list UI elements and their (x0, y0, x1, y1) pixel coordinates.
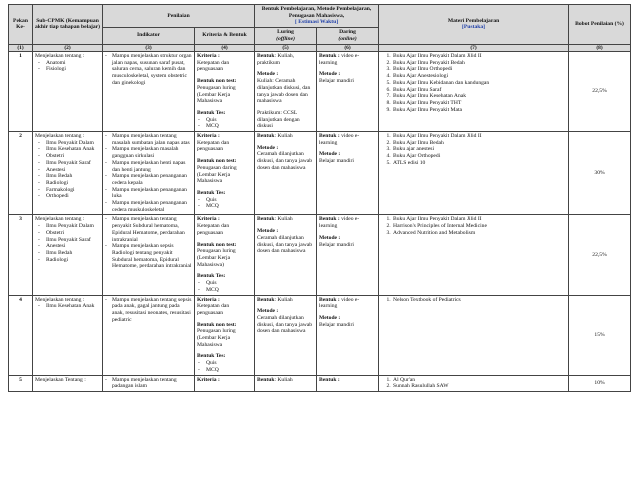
test-list (197, 360, 252, 373)
week-cell: 3 (9, 215, 33, 295)
materi-item: 9. Buku Ajar Ilmu Penyakit Mata (392, 107, 566, 114)
col-number: (6) (317, 44, 379, 51)
daring-bentuk (319, 133, 376, 146)
luring-metode (257, 71, 314, 105)
kriteria-text: Ketepatan dan penguasaan (197, 59, 230, 73)
kriteria-label: Kriteria : (197, 133, 220, 140)
indikator-item: - Mampu menjelaskan masalah gangguan sirkulasi (105, 146, 192, 159)
test-label: Bentuk Tes: (197, 273, 226, 280)
subcpmk-cell (33, 295, 103, 375)
luring-bentuk (257, 297, 314, 304)
indikator-item: - Mampu menjelaskan tentang padangan islam (105, 377, 192, 390)
header-subcpmk: Sub-CPMK (Kemampuan akhir tiap tahapan belajar) (33, 5, 103, 45)
kriteria-block (197, 133, 252, 153)
kriteria-label: Kriteria : (197, 296, 220, 303)
nontest-label: Bentuk non test: (197, 158, 237, 165)
header-pustaka: [Pustaka] (462, 24, 486, 31)
nontest-text: Penugasan daring (Lembar Kerja Mahasiswa (197, 164, 237, 185)
daring-metode-label: Metode : (319, 314, 341, 321)
header-bentuk-text: Bentuk Pembelajaran, Metode Pembelajaran, Penugasan Mahasiswa, (261, 6, 372, 19)
subcpmk-item: - Radiologi (35, 257, 100, 264)
materi-item: 5. ATLS edisi 10 (392, 160, 566, 167)
materi-cell (379, 295, 569, 375)
daring-bentuk-label: Bentuk : (319, 133, 340, 140)
indikator-item: - Mampu menjelaskan penanganan luka (105, 187, 192, 200)
materi-item: 1. Nelson Textbook of Pediatrics (392, 297, 566, 304)
header-week: Pekan Ke- (9, 5, 33, 45)
bobot-cell: 22,5% (569, 52, 631, 132)
kriteria-block (197, 297, 252, 317)
col-number: (4) (195, 44, 255, 51)
nontest-text: Penugasan luring (Lembar Kerja Mahasiswa) (197, 248, 236, 268)
luring-cell (255, 52, 317, 132)
test-item: - MCQ (197, 203, 252, 210)
subcpmk-item: - Radiologi (35, 180, 100, 187)
daring-cell (317, 295, 379, 375)
col-number: (2) (33, 44, 103, 51)
materi-item: 1. Buku Ajar Ilmu Penyakit Dalam Jilid II (392, 216, 566, 223)
materi-item: 1. Al Qur'an (392, 377, 566, 384)
materi-item: 4. Buku Ajar Orthopedi (392, 153, 566, 160)
luring-metode-label: Metode : (257, 228, 279, 235)
col-number: (8) (569, 44, 631, 51)
indikator-cell (103, 132, 195, 215)
luring-metode-text: Ceramah dilanjutkan diskusi, dan tanya jawab dosen dan mahasiswa (257, 234, 313, 255)
subcpmk-lead: Menjelaskan tentang : (35, 296, 85, 303)
materi-item: 4. Buku Ajar Anestesiologi (392, 73, 566, 80)
daring-bentuk-text: video e-learning (319, 216, 360, 230)
test-block (197, 273, 252, 293)
nontest-block (197, 158, 252, 185)
subcpmk-cell (33, 52, 103, 132)
daring-metode-text: Belajar mandiri (319, 241, 354, 248)
test-item: - MCQ (197, 367, 252, 374)
daring-metode-text: Belajar mandiri (319, 321, 354, 328)
subcpmk-item: - Farmakologi (35, 187, 100, 194)
indikator-list (105, 133, 192, 213)
luring-extra: Praktikum: CCSL dilanjutkan dengan diskusi (257, 109, 300, 130)
header-daring-sub: (online) (338, 35, 357, 42)
luring-bentuk-label: Bentuk (257, 296, 275, 303)
header-kriteria: Kriteria & Bentuk (195, 28, 255, 44)
kriteria-cell (195, 295, 255, 375)
test-label: Bentuk Tes: (197, 189, 226, 196)
subcpmk-item: - Obstetri (35, 230, 100, 237)
subcpmk-item: - Ilmu Bedah (35, 250, 100, 257)
table-row (9, 52, 631, 132)
kriteria-block (197, 53, 252, 73)
luring-bentuk-label: Bentuk (257, 133, 275, 140)
materi-item: 3. Advanced Nutrition and Metabolism (392, 230, 566, 237)
kriteria-block (197, 216, 252, 236)
daring-bentuk-text: video e-learning (319, 53, 360, 66)
col-number: (7) (379, 44, 569, 51)
indikator-item: - Mampu menjelaskan penanganan cedera kepala (105, 173, 192, 186)
subcpmk-item: - Anatomi (35, 60, 100, 67)
indikator-cell (103, 215, 195, 295)
header-penilaian: Penilaian (103, 5, 255, 28)
indikator-list (105, 53, 192, 87)
subcpmk-cell (33, 215, 103, 295)
indikator-cell (103, 52, 195, 132)
luring-bentuk-label: Bentuk (257, 216, 275, 223)
bobot-cell: 30% (569, 132, 631, 215)
materi-item: 2. Harrison's Principles of Internal Medicine (392, 223, 566, 230)
luring-metode-text: Ceramah dilanjutkan diskusi, dan tanya jawab dosen dan mahasiswa (257, 314, 313, 335)
materi-cell (379, 215, 569, 295)
bobot-cell: 22,5% (569, 215, 631, 295)
luring-metode-label: Metode : (257, 71, 279, 78)
subcpmk-item: - Ilmu Penyakit Dalam (35, 223, 100, 230)
daring-metode (319, 235, 376, 248)
indikator-cell (103, 375, 195, 391)
daring-cell (317, 215, 379, 295)
header-luring (255, 28, 317, 44)
daring-bentuk-label: Bentuk : (319, 296, 340, 303)
materi-cell (379, 375, 569, 391)
subcpmk-lead: Menjelaskan tentang : (35, 216, 85, 223)
test-label: Bentuk Tes: (197, 353, 226, 360)
daring-bentuk (319, 297, 376, 310)
nontest-label: Bentuk non test: (197, 321, 237, 328)
header-luring-sub: (offline) (276, 35, 295, 42)
luring-bentuk (257, 133, 314, 140)
subcpmk-item: - Ilmu Penyakit Saraf (35, 160, 100, 167)
week-cell: 5 (9, 375, 33, 391)
test-label: Bentuk Tes: (197, 109, 226, 116)
col-number: (5) (255, 44, 317, 51)
test-list (197, 117, 252, 130)
luring-cell (255, 375, 317, 391)
luring-bentuk (257, 377, 314, 384)
test-block (197, 353, 252, 373)
header-materi (379, 5, 569, 45)
materi-item: 3. Buku ajar anestesi (392, 146, 566, 153)
nontest-block (197, 242, 252, 269)
subcpmk-item: - Fisiologi (35, 66, 100, 73)
luring-bentuk (257, 216, 314, 223)
subcpmk-item: - Anestesi (35, 243, 100, 250)
table-header (9, 5, 631, 52)
daring-metode (319, 315, 376, 328)
kriteria-label: Kriteria : (197, 216, 220, 223)
indikator-item: - Mampu menjelaskan tentang sepsis pada anak, gagal jantung pada anak, resusitasi neonates, resusitasi pediatric (105, 297, 192, 324)
subcpmk-cell (33, 375, 103, 391)
indikator-item: - Mampu menjelaskan struktur organ jalan napas, susunan saraf pusat, saluran cerna, saluran kemih dan musculoskeletal, system obstetric dan ginekologi (105, 53, 192, 87)
indikator-cell (103, 295, 195, 375)
week-cell: 2 (9, 132, 33, 215)
indikator-item: - Mampu menjelaskan tentang masalah sumbatan jalan napas atas (105, 133, 192, 146)
kriteria-block (197, 377, 252, 384)
header-daring (317, 28, 379, 44)
subcpmk-item: - Ilmu Kesehatan Anak (35, 146, 100, 153)
subcpmk-list (35, 303, 100, 310)
subcpmk-list (35, 140, 100, 200)
subcpmk-item: - Ilmu Bedah (35, 173, 100, 180)
materi-item: 2. Sunnah Rasulullah SAW (392, 383, 566, 390)
materi-list (381, 133, 566, 167)
luring-bentuk-text: : Kuliah (274, 376, 293, 383)
nontest-block (197, 322, 252, 349)
bobot-cell: 15% (569, 295, 631, 375)
indikator-item: - Mampu menjelaskan tentang penyakit Subdural hematoma, Epidural Hematome, perdarahan intrakranial (105, 216, 192, 243)
materi-cell (379, 52, 569, 132)
daring-bentuk (319, 377, 376, 384)
indikator-item: - Mampu menjelaskan penanganan cedera muskuloskeletal (105, 200, 192, 213)
materi-cell (379, 132, 569, 215)
test-item: - MCQ (197, 123, 252, 130)
materi-item: 8. Buku Ajar Ilmu Penyakit THT (392, 100, 566, 107)
nontest-text: Penugasan luring (Lembar Kerja Mahasiswa (197, 328, 236, 348)
luring-metode-label: Metode : (257, 144, 279, 151)
materi-list (381, 53, 566, 113)
test-item: - Quis (197, 197, 252, 204)
luring-bentuk-text: : Kuliah (274, 296, 293, 303)
luring-metode (257, 228, 314, 255)
test-item: - MCQ (197, 287, 252, 294)
luring-bentuk-text: : Kuliah (274, 216, 293, 223)
luring-metode (257, 145, 314, 172)
luring-metode (257, 308, 314, 335)
materi-item: 2. Buku Ajar Ilmu Penyakit Bedah (392, 60, 566, 67)
luring-metode-label: Metode : (257, 308, 279, 315)
kriteria-text: Ketepatan dan penguasaan (197, 139, 230, 153)
nontest-label: Bentuk non test: (197, 241, 237, 248)
daring-cell (317, 375, 379, 391)
header-bentuk (255, 5, 379, 28)
header-materi-text: Materi Pembelajaran (447, 17, 500, 24)
kriteria-label: Kriteria : (197, 376, 220, 383)
test-list (197, 197, 252, 210)
daring-bentuk (319, 53, 376, 66)
indikator-list (105, 377, 192, 390)
test-item: - Quis (197, 117, 252, 124)
luring-bentuk-label: Bentuk (257, 53, 275, 59)
subcpmk-item: - Orthopedi (35, 193, 100, 200)
kriteria-cell (195, 215, 255, 295)
kriteria-label: Kriteria : (197, 53, 220, 59)
test-list (197, 280, 252, 293)
header-estimasi: [ Estimasi Waktu] (294, 19, 339, 26)
daring-metode-label: Metode : (319, 234, 341, 241)
luring-cell (255, 215, 317, 295)
header-indikator: Indikator (103, 28, 195, 44)
test-item: - Quis (197, 280, 252, 287)
table-row (9, 132, 631, 215)
week-cell: 4 (9, 295, 33, 375)
daring-bentuk (319, 216, 376, 229)
daring-metode-text: Belajar mandiri (319, 78, 354, 85)
subcpmk-list (35, 223, 100, 263)
indikator-item: - Mampu menjelaskan henti napas dan henti jantung (105, 160, 192, 173)
materi-list (381, 297, 566, 304)
luring-bentuk-text: : Kuliah (274, 133, 293, 140)
indikator-item: - Mampu menjelaskan sepsis Radiologi tentang penyakit Subdural hematoma, Epidural Hematome, perdarahan intrakranial (105, 243, 192, 270)
week-cell: 1 (9, 52, 33, 132)
luring-cell (255, 132, 317, 215)
luring-bentuk-label: Bentuk (257, 376, 275, 383)
rps-page (8, 4, 630, 392)
luring-bentuk-text: : Kuliah, praktikum (257, 53, 295, 66)
materi-item: 2. Buku Ajar Ilmu Bedah (392, 140, 566, 147)
indikator-list (105, 297, 192, 324)
subcpmk-lead: Menjelaskan Tentang : (35, 376, 86, 383)
kriteria-cell (195, 375, 255, 391)
test-item: - Quis (197, 360, 252, 367)
subcpmk-item: - Ilmu Kesehatan Anak (35, 303, 100, 310)
col-number: (1) (9, 44, 33, 51)
daring-metode (319, 71, 376, 84)
materi-list (381, 216, 566, 236)
subcpmk-cell (33, 132, 103, 215)
kriteria-text: Ketepatan dan penguasaan (197, 303, 230, 316)
table-row (9, 375, 631, 391)
daring-bentuk-label: Bentuk : (319, 216, 340, 223)
materi-item: 3. Buku Ajar Ilmu Orthopedi (392, 66, 566, 73)
materi-item: 7. Buku Ajar Ilmu Kesehatan Anak (392, 93, 566, 100)
test-block (197, 190, 252, 210)
nontest-block (197, 78, 252, 105)
luring-metode-text: Kuliah: Ceramah dilanjutkan diskusi, dan tanya jawab dosen dan mahasiswa (257, 78, 311, 105)
materi-item: 5. Buku Ajar Ilmu Kebidanan dan kandungan (392, 80, 566, 87)
materi-list (381, 377, 566, 390)
subcpmk-lead: Menjelaskan tentang : (35, 133, 85, 140)
daring-bentuk-label: Bentuk : (319, 53, 340, 59)
kriteria-text: Ketepatan dan penguasaan (197, 223, 230, 236)
subcpmk-item: - Obstetri (35, 153, 100, 160)
table-row (9, 215, 631, 295)
kriteria-cell (195, 132, 255, 215)
daring-metode-label: Metode : (319, 71, 341, 78)
table-row (9, 295, 631, 375)
daring-bentuk-label: Bentuk : (319, 376, 340, 383)
subcpmk-list (35, 60, 100, 73)
indikator-list (105, 216, 192, 270)
materi-item: 1. Buku Ajar Ilmu Penyakit Dalam Jilid II (392, 53, 566, 60)
materi-item: 6. Buku Ajar Ilmu Saraf (392, 87, 566, 94)
materi-item: 1. Buku Ajar Ilmu Penyakit Dalam Jilid II (392, 133, 566, 140)
daring-cell (317, 52, 379, 132)
daring-cell (317, 132, 379, 215)
table-body (9, 52, 631, 392)
daring-bentuk-text: video e-learning (319, 133, 360, 146)
kriteria-cell (195, 52, 255, 132)
rps-table (8, 4, 631, 392)
daring-metode (319, 151, 376, 164)
col-number: (3) (103, 44, 195, 51)
nontest-text: Penugasan luring (Lembar Kerja Mahasiswa (197, 84, 236, 105)
column-number-row (9, 44, 631, 51)
luring-cell (255, 295, 317, 375)
daring-metode-text: Belajar mandiri (319, 158, 354, 165)
subcpmk-item: - Anestesi (35, 167, 100, 174)
bobot-cell: 10% (569, 375, 631, 391)
subcpmk-item: - Ilmu Penyakit Dalam (35, 140, 100, 147)
subcpmk-lead: Menjelaskan tentang : (35, 53, 85, 59)
luring-bentuk (257, 53, 314, 66)
daring-metode-label: Metode : (319, 151, 341, 158)
daring-bentuk-text: video e-learning (319, 296, 360, 310)
test-block (197, 110, 252, 130)
header-daring-text: Daring (339, 29, 356, 36)
header-bobot: Bobot Penilaian (%) (569, 5, 631, 45)
header-luring-text: Luring (277, 29, 294, 36)
nontest-label: Bentuk non test: (197, 78, 237, 85)
luring-metode-text: Ceramah dilanjutkan diskusi, dan tanya jawab dosen dan mahasiswa (257, 151, 313, 171)
subcpmk-item: - Ilmu Penyakit Saraf (35, 237, 100, 244)
